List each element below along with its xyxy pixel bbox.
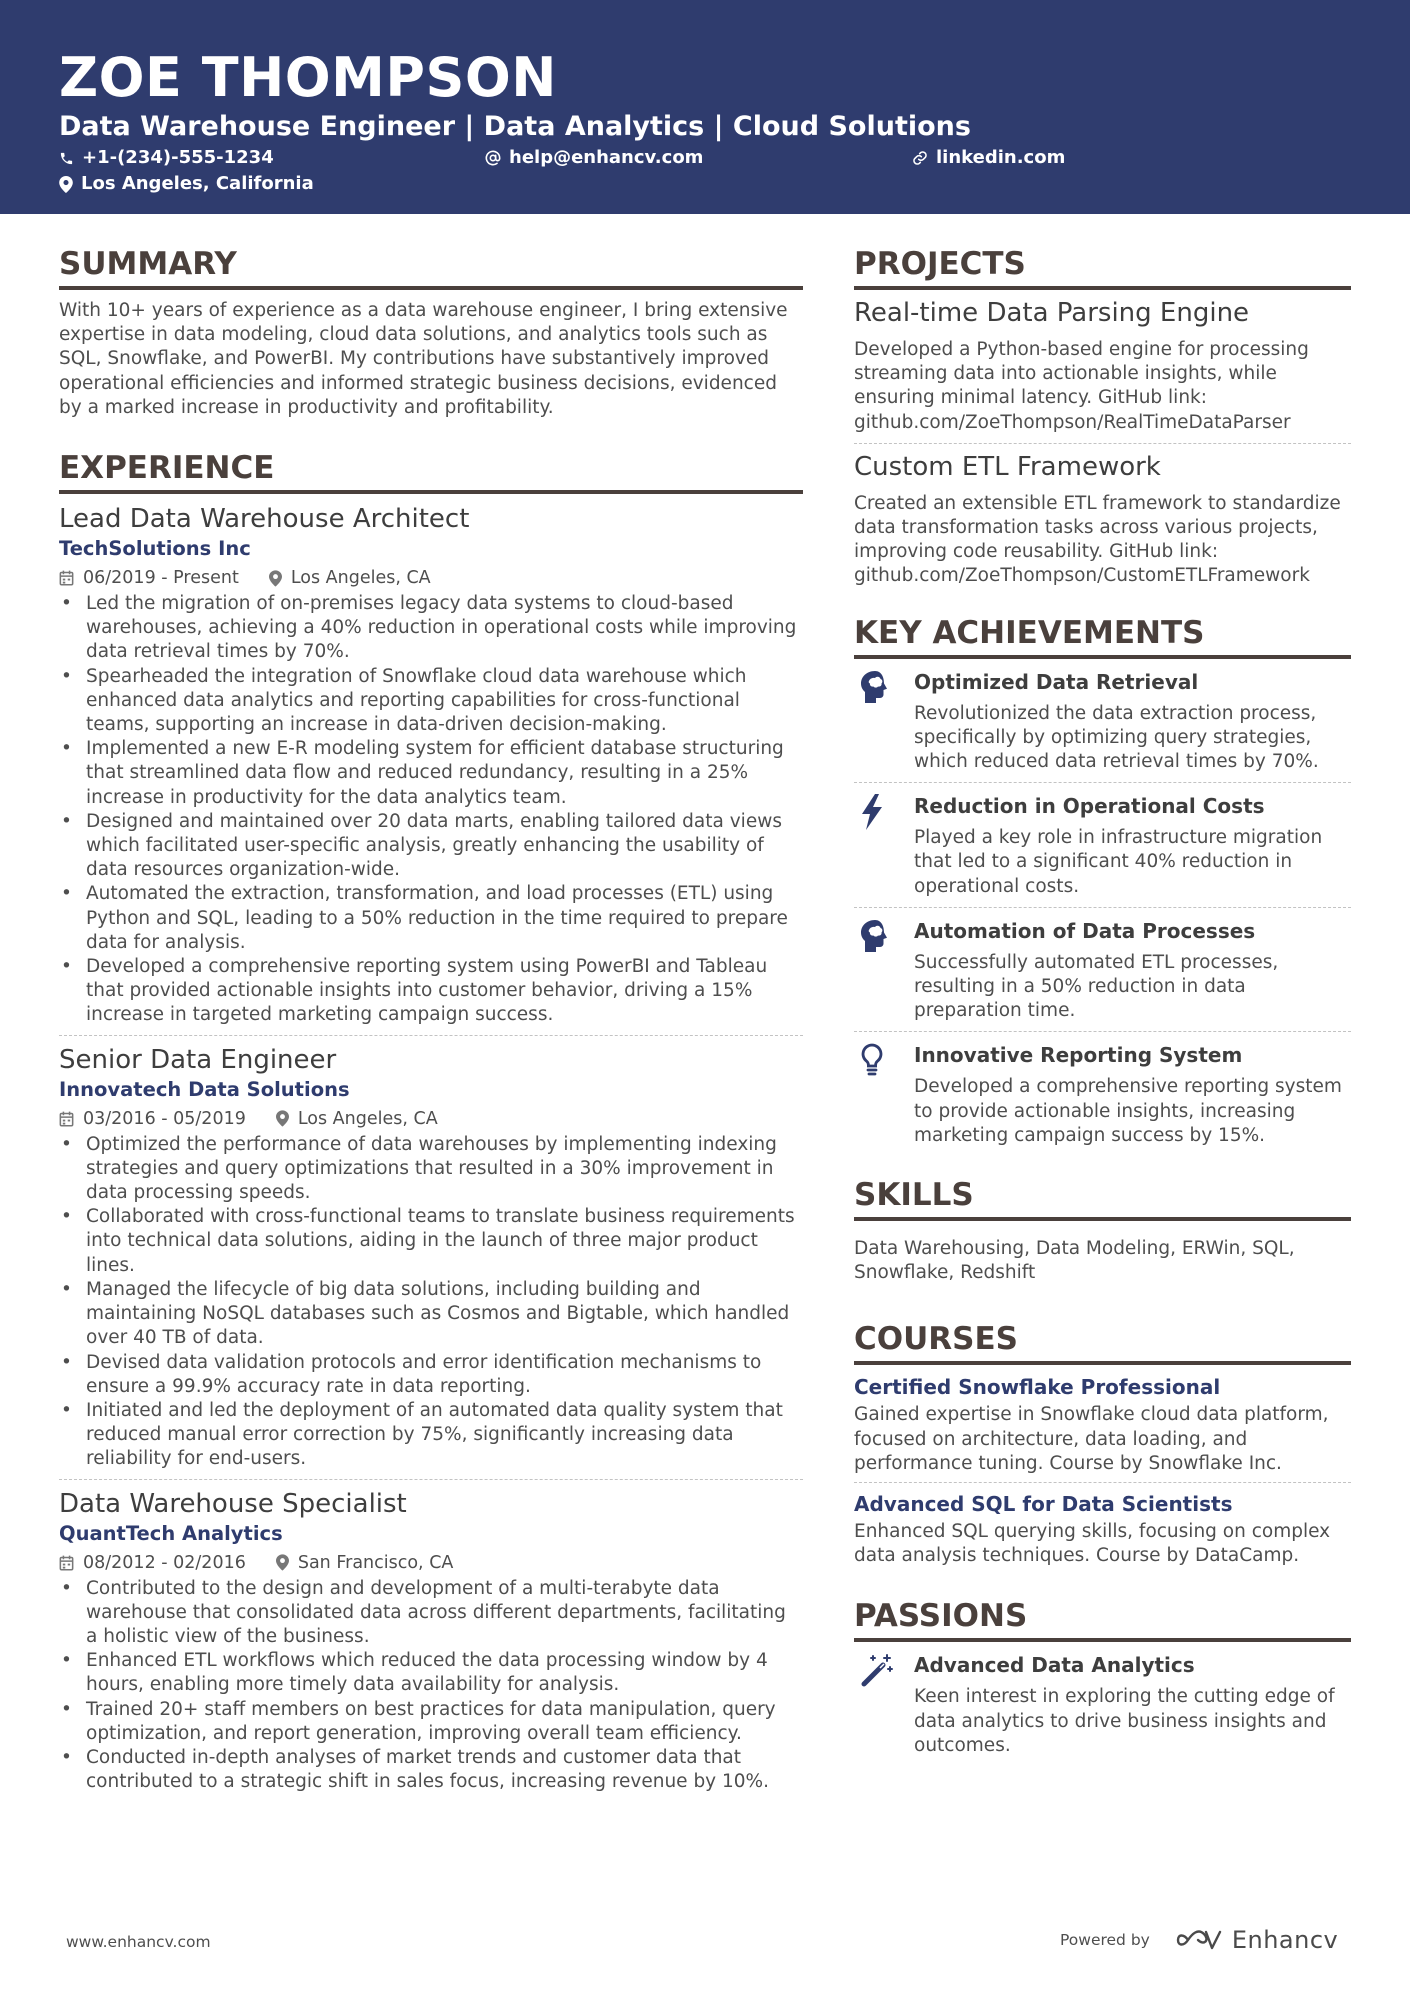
job-meta — [59, 566, 803, 590]
phone-text: +1-(234)-555-1234 — [82, 147, 274, 168]
resume-header — [0, 0, 1410, 214]
at-icon — [485, 150, 501, 166]
job-meta — [59, 1551, 803, 1575]
project-title: Real-time Data Parsing Engine — [854, 298, 1250, 328]
job-location — [276, 1107, 438, 1131]
brain-icon — [860, 670, 890, 704]
achievement-text: Revolutionized the data extraction process, specifically by optimizing query strategies, which reduced data retrieval times by 70%. — [914, 702, 1319, 773]
course-text: Gained expertise in Snowflake cloud data platform, focused on architecture, data loading, and performance tuning. Course by Snowflake Inc. — [854, 1404, 1329, 1474]
passion-title: Advanced Data Analytics — [914, 1653, 1195, 1678]
achievement-title: Automation of Data Processes — [914, 918, 1256, 943]
achievement-text: Played a key role in infrastructure migration that led to a significant 40% reduction in operational costs. — [914, 827, 1323, 897]
brand-name: Enhancv — [1231, 1926, 1339, 1954]
courses-heading: COURSES — [854, 1319, 1351, 1365]
job-location-text: San Francisco, CA — [297, 1552, 454, 1573]
achievement-title: Innovative Reporting System — [914, 1043, 1243, 1068]
project-title: Custom ETL Framework — [854, 451, 1161, 482]
achievement-title: Reduction in Operational Costs — [914, 794, 1265, 819]
location-text: Los Angeles, California — [81, 173, 314, 194]
experience-entry — [59, 1036, 803, 1480]
course-title: Advanced SQL for Data Scientists — [854, 1492, 1233, 1517]
passion-text: Keen interest in exploring the cutting edge of data analytics to drive business insights and outcomes. — [914, 1686, 1335, 1756]
experience-entry — [59, 1480, 803, 1795]
project-entry — [854, 290, 1351, 444]
bullet-item: • Optimized the performance of data warehouses by implementing indexing strategies and query optimizations that resulted in a 30% improvement in data processing speeds. — [59, 1133, 803, 1206]
bullet-item: • Managed the lifecycle of big data solutions, including building and maintaining NoSQL databases such as Cosmos and Bigtable, which handled over 40 TB of data. — [59, 1278, 803, 1351]
right-column — [854, 244, 1351, 1766]
achievement-text: Developed a comprehensive reporting system to provide actionable insights, increasing marketing campaign success by 15%. — [914, 1076, 1342, 1146]
job-company: QuantTech Analytics — [59, 1521, 283, 1545]
course-title: Certified Snowflake Professional — [854, 1375, 1221, 1400]
project-entry — [854, 444, 1351, 589]
passions-section — [854, 1596, 1351, 1766]
bullet-item: • Conducted in-depth analyses of market trends and customer data that contributed to a strategic shift in sales focus, increasing revenue by 10%. — [59, 1746, 803, 1794]
location-pin-icon — [276, 1554, 289, 1571]
contact-linkedin[interactable] — [912, 147, 1065, 169]
courses-section — [854, 1319, 1351, 1568]
job-location — [269, 566, 431, 590]
bullet-item: • Designed and maintained over 20 data marts, enabling tailored data views which facilitated user-specific analysis, greatly enhancing the usability of data resources organization-wide. — [59, 810, 803, 883]
achievements-section — [854, 613, 1351, 1156]
achievement-title: Optimized Data Retrieval — [914, 669, 1199, 694]
passion-entry — [854, 1642, 1351, 1766]
job-company: TechSolutions Inc — [59, 537, 251, 561]
bullet-item: • Spearheaded the integration of Snowflake cloud data warehouse which enhanced data analytics and reporting capabilities for cross-functional teams, supporting an increase in data-driven decision-making. — [59, 665, 803, 738]
skills-heading: SKILLS — [854, 1175, 1351, 1221]
candidate-name: ZOE THOMPSON — [59, 46, 557, 109]
job-role: Data Warehouse Specialist — [59, 1488, 407, 1519]
skills-section — [854, 1175, 1351, 1285]
calendar-icon — [59, 1555, 74, 1571]
bullet-item: • Enhanced ETL workflows which reduced the data processing window by 4 hours, enabling more timely data availability for analysis. — [59, 1649, 803, 1697]
bullet-item: • Devised data validation protocols and error identification mechanisms to ensure a 99.9% accuracy rate in data reporting. — [59, 1351, 803, 1399]
footer-website[interactable]: www.enhancv.com — [66, 1933, 211, 1951]
job-location — [276, 1551, 454, 1575]
projects-section — [854, 244, 1351, 589]
phone-icon — [59, 151, 74, 166]
bullet-item: • Automated the extraction, transformation, and load processes (ETL) using Python and SQL, leading to a 50% reduction in the time required to prepare data for analysis. — [59, 882, 803, 955]
contact-email[interactable] — [485, 147, 703, 169]
summary-text: With 10+ years of experience as a data warehouse engineer, I bring extensive expertise in data modeling, cloud data solutions, and analytics tools such as SQL, Snowflake, and PowerBI. My contributions have substantively improved operational efficiencies and informed strategic business decisions, evidenced by a marked increase in productivity and profitability. — [59, 300, 788, 418]
linkedin-link[interactable]: linkedin.com — [936, 147, 1066, 168]
job-bullets — [59, 1577, 803, 1795]
job-bullets — [59, 1133, 803, 1472]
job-meta — [59, 1107, 803, 1131]
bullet-item: • Implemented a new E-R modeling system for efficient database structuring that streamlined data flow and reduced redundancy, resulting in a 25% increase in productivity for the data analytics team. — [59, 737, 803, 810]
calendar-icon — [59, 570, 74, 586]
project-text: Developed a Python-based engine for processing streaming data into actionable insights, while ensuring minimal latency. GitHub link: github.com/ZoeThompson/RealTimeDataParser — [854, 339, 1309, 433]
bullet-item: • Collaborated with cross-functional teams to translate business requirements into technical data solutions, aiding in the launch of three major product lines. — [59, 1205, 803, 1278]
summary-heading: SUMMARY — [59, 244, 803, 290]
achievements-heading: KEY ACHIEVEMENTS — [854, 613, 1351, 659]
achievement-entry — [854, 1032, 1351, 1156]
job-role: Lead Data Warehouse Architect — [59, 504, 470, 535]
job-dates: 03/2016 - 05/2019 — [83, 1108, 246, 1129]
experience-entry — [59, 494, 803, 1036]
calendar-icon — [59, 1111, 74, 1127]
achievement-entry — [854, 659, 1351, 784]
lightbulb-icon — [860, 1043, 884, 1077]
achievement-text: Successfully automated ETL processes, resulting in a 50% reduction in data preparation time. — [914, 951, 1279, 1022]
bullet-item: • Contributed to the design and development of a multi-terabyte data warehouse that consolidated data across different departments, facilitating a holistic view of the business. — [59, 1577, 803, 1650]
achievement-entry — [854, 783, 1351, 908]
job-location-text: Los Angeles, CA — [290, 568, 431, 589]
project-text: Created an extensible ETL framework to standardize data transformation tasks across various projects, improving code reusability. GitHub link: github.com/ZoeThompson/CustomETLFramework — [854, 492, 1341, 587]
experience-heading: EXPERIENCE — [59, 448, 803, 494]
bullet-item: • Developed a comprehensive reporting system using PowerBI and Tableau that provided actionable insights into customer behavior, driving a 15% increase in targeted marketing campaign success. — [59, 955, 803, 1028]
location-pin-icon — [276, 1110, 289, 1127]
experience-section — [59, 448, 803, 1794]
brain-icon — [860, 919, 890, 953]
email-link[interactable]: help@enhancv.com — [509, 147, 704, 168]
achievement-entry — [854, 908, 1351, 1033]
job-bullets — [59, 592, 803, 1028]
passions-heading: PASSIONS — [854, 1596, 1351, 1642]
enhancv-logo-icon — [1176, 1928, 1224, 1952]
bullet-item: • Led the migration of on-premises legacy data systems to cloud-based warehouses, achieving a 40% reduction in operational costs while improving data retrieval times by 70%. — [59, 592, 803, 665]
job-location-text: Los Angeles, CA — [297, 1108, 438, 1129]
magic-wand-icon — [860, 1653, 894, 1687]
job-role: Senior Data Engineer — [59, 1044, 337, 1075]
job-dates: 06/2019 - Present — [83, 568, 239, 589]
bullet-item: • Trained 20+ staff members on best practices for data manipulation, query optimization, and report generation, improving overall team efficiency. — [59, 1698, 803, 1746]
location-pin-icon — [269, 570, 282, 587]
contact-phone — [59, 147, 274, 169]
link-icon — [912, 150, 928, 166]
job-company: Innovatech Data Solutions — [59, 1077, 350, 1101]
lightning-icon — [860, 794, 884, 830]
contact-location — [59, 173, 314, 195]
skills-text: Data Warehousing, Data Modeling, ERWin, SQL, Snowflake, Redshift — [854, 1238, 1295, 1284]
location-pin-icon — [59, 176, 73, 193]
powered-by-label: Powered by — [1060, 1931, 1150, 1949]
course-text: Enhanced SQL querying skills, focusing on complex data analysis techniques. Course by DataCamp. — [854, 1521, 1331, 1567]
course-entry — [854, 1483, 1351, 1568]
candidate-title: Data Warehouse Engineer | Data Analytics | Cloud Solutions — [59, 111, 971, 142]
job-dates: 08/2012 - 02/2016 — [83, 1552, 246, 1573]
projects-heading: PROJECTS — [854, 244, 1351, 290]
bullet-item: • Initiated and led the deployment of an automated data quality system that reduced manual error correction by 75%, significantly increasing data reliability for end-users. — [59, 1399, 803, 1472]
course-entry — [854, 1365, 1351, 1483]
left-column — [59, 244, 803, 1794]
footer-branding[interactable] — [1060, 1926, 1338, 1954]
summary-section — [59, 244, 803, 420]
